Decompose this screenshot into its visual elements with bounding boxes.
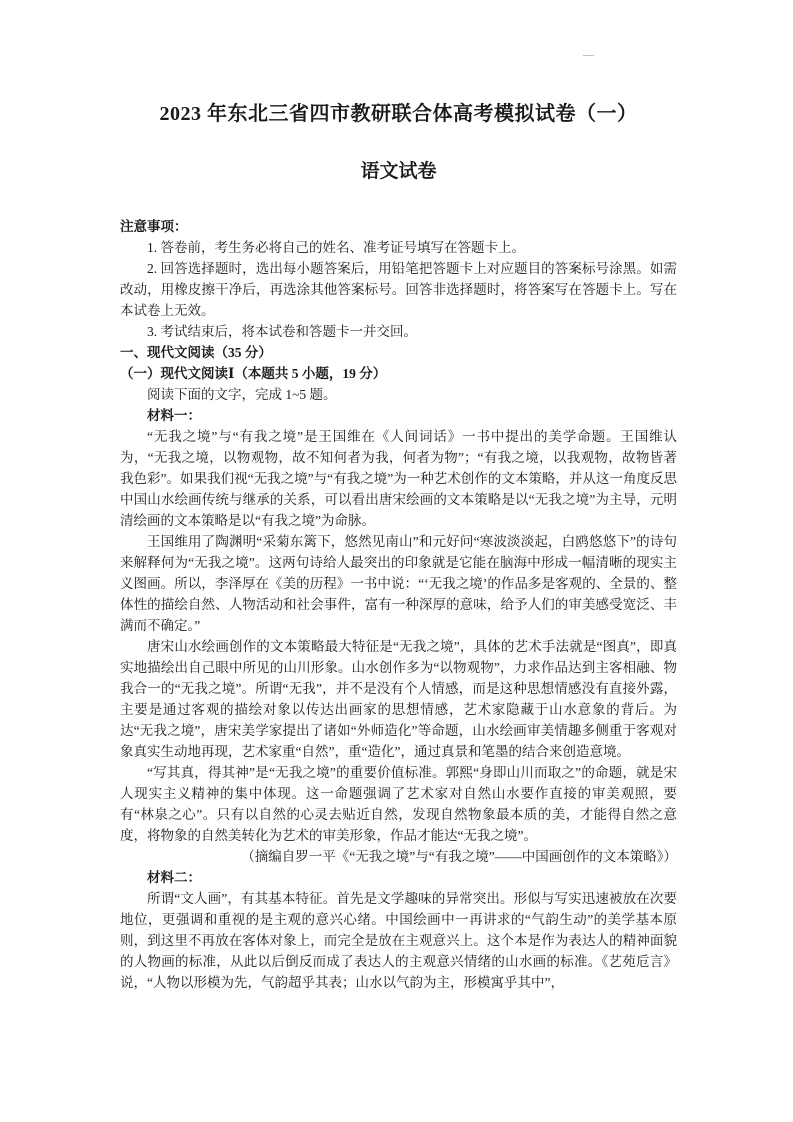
material-1-paragraph-3: 唐宋山水绘画创作的文本策略最大特征是“无我之境”，具体的艺术手法就是“图真”，即真实地描绘出自己眼中所见的山川形象。山水创作多为“以物观物”，力求作品达到主客相融、物我合一的“无我之境”。所谓“无我”，并不是没有个人情感，而是这种思想情感没有直接外露，主要是通过客观的描绘对象以传达出画家的思想情感，艺术家隐藏于山水意象的背后。为达“无我之境”，唐宋美学家提出了诸如“外师造化”等命题，山水绘画审美情趣多侧重于客观对象真实生动地再现，艺术家重“自然”，重“造化”，通过真景和笔墨的结合来创造意境。 xyxy=(120,639,677,759)
material-1-paragraph-1: “无我之境”与“有我之境”是王国维在《人间词话》一书中提出的美学命题。王国维认为，“无我之境，以物观物，故不知何者为我，何者为物”；“有我之境，以我观物，故物皆著我色彩”。如果我们视“无我之境”与“有我之境”为一种艺术创作的文本策略，并从这一角度反思中国山水绘画传统与继承的关系，可以看出唐宋绘画的文本策略是以“无我之境”为主导，元明清绘画的文本策略是以“有我之境”为命脉。 xyxy=(120,429,677,528)
reading-instruction: 阅读下面的文字，完成 1~5 题。 xyxy=(147,387,337,402)
paper-subject-title: 语文试卷 xyxy=(360,161,437,182)
notice-heading: 注意事项： xyxy=(120,219,188,234)
notice-item-1: 1. 答卷前，考生务必将自己的姓名、准考证号填写在答题卡上。 xyxy=(147,240,525,255)
material-1-attribution: （摘编自罗一平《“无我之境”与“有我之境”——中国画创作的文本策略》） xyxy=(241,849,677,864)
subsection-heading: （一）现代文阅读Ⅰ（本题共 5 小题，19 分） xyxy=(120,366,387,381)
notice-item-2: 2. 回答选择题时，选出每小题答案后，用铅笔把答题卡上对应题目的答案标号涂黑。如需改动，用橡皮擦干净后，再选涂其他答案标号。回答非选择题时，将答案写在答题卡上。写在本试卷上无效。 xyxy=(120,261,677,318)
section-heading: 一、现代文阅读（35 分） xyxy=(120,345,272,360)
material-1-label: 材料一： xyxy=(147,408,201,423)
exam-title: 2023 年东北三省四市教研联合体高考模拟试卷（一） xyxy=(159,103,638,125)
material-2-paragraph-1: 所谓“文人画”，有其基本特征。首先是文学趣味的异常突出。形似与写实迅速被放在次要地位，更强调和重视的是主观的意兴心绪。中国绘画中一再讲求的“气韵生动”的美学基本原则，到这里不再放在客体对象上，而完全是放在主观意兴上。这个本是作为表达人的精神面貌的人物画的标准，从此以后倒反而成了表达人的主观意兴情绪的山水画的标准。《艺苑卮言》说，“人物以形模为先，气韵超乎其表；山水以气韵为主，形模寓乎其中”， xyxy=(120,891,677,990)
material-2-label: 材料二： xyxy=(147,870,201,885)
notice-item-3: 3. 考试结束后，将本试卷和答题卡一并交回。 xyxy=(147,324,417,339)
material-1-paragraph-2: 王国维用了陶渊明“采菊东篱下，悠然见南山”和元好问“寒波淡淡起，白鸥悠悠下”的诗句来解释何为“无我之境”。这两句诗给人最突出的印象就是它能在脑海中形成一幅清晰的现实主义图画。所以，李泽厚在《美的历程》一书中说：“‘无我之境’的作品多是客观的、全景的、整体性的描绘自然、人物活动和社会事件，富有一种深厚的意味，给予人们的审美感受宽泛、丰满而不确定。” xyxy=(120,534,677,633)
section-modern-reading xyxy=(120,342,677,993)
scan-artifact-dash: — xyxy=(583,49,594,61)
material-1-paragraph-4: “写其真，得其神”是“无我之境”的重要价值标准。郭熙“身即山川而取之”的命题，就是宋人现实主义精神的集中体现。这一命题强调了艺术家对自然山水要作直接的审美观照，要有“林泉之心”。只有以自然的心灵去贴近自然，发现自然物象最本质的美，才能得自然之意度，将物象的自然美转化为艺术的审美形象，作品才能达“无我之境”。 xyxy=(120,765,677,843)
notice-section xyxy=(120,216,677,342)
